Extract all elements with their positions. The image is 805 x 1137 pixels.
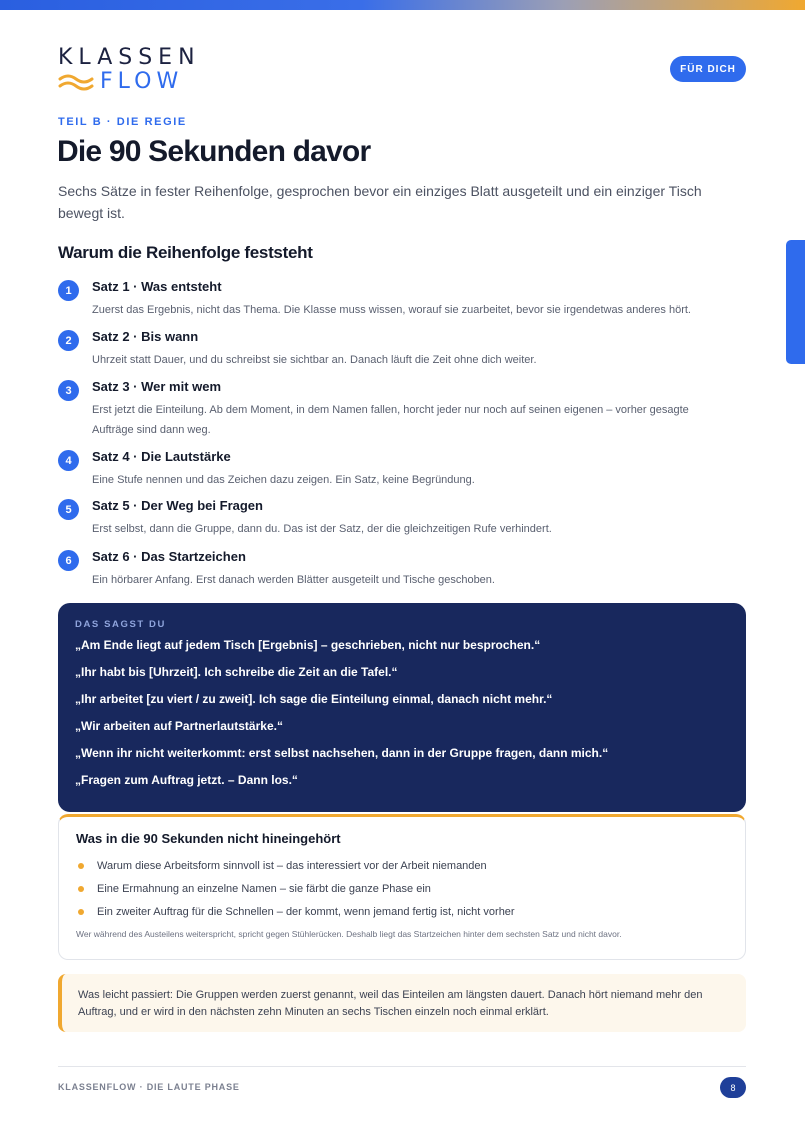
step-title: Satz 6 · Das Startzeichen xyxy=(92,549,246,564)
page-subtitle: Sechs Sätze in fester Reihenfolge, gesprochen bevor ein einziges Blatt ausgeteilt und ein einziger Tisch bewegt ist. xyxy=(58,183,702,221)
step-text: Uhrzeit statt Dauer, und du schreibst sie sichtbar an. Danach läuft die Zeit ohne dich weiter. xyxy=(92,354,537,366)
quote-line: „Fragen zum Auftrag jetzt. – Dann los.“ xyxy=(75,773,298,787)
page-title: Die 90 Sekunden davor xyxy=(57,135,371,168)
audience-badge: FÜR DICH xyxy=(670,56,746,82)
quote-line: „Am Ende liegt auf jedem Tisch [Ergebnis] – geschrieben, nicht nur besprochen.“ xyxy=(75,638,541,652)
step-title: Satz 4 · Die Lautstärke xyxy=(92,449,231,464)
list-item xyxy=(76,854,728,877)
list-item-text: Warum diese Arbeitsform sinnvoll ist – das interessiert vor der Arbeit niemanden xyxy=(97,859,487,872)
logo-bottom-text: FLOW xyxy=(100,69,184,94)
footer-divider xyxy=(58,1066,746,1067)
bullet-dot-icon xyxy=(78,863,84,869)
step-number: 1 xyxy=(58,280,79,301)
not-included-footnote: Wer während des Austeilens weiterspricht, spricht gegen Stühlerücken. Deshalb liegt das Startzeichen hinter dem sechsten Satz und nicht davor. xyxy=(76,929,622,939)
page-number: 8 xyxy=(720,1077,746,1098)
not-included-title: Was in die 90 Sekunden nicht hineingehört xyxy=(76,831,341,846)
step-text: Erst jetzt die Einteilung. Ab dem Moment, in dem Namen fallen, horcht jeder nur noch auf seinen eigenen – vorher gesagte Aufträge sind dann weg. xyxy=(92,404,689,436)
waves-icon xyxy=(58,71,98,93)
footer-label: KLASSENFLOW · DIE LAUTE PHASE xyxy=(58,1082,240,1092)
step-text: Erst selbst, dann die Gruppe, dann du. Das ist der Satz, der die gleichzeitigen Rufe verhindert. xyxy=(92,523,552,535)
step-number: 6 xyxy=(58,550,79,571)
step-text: Ein hörbarer Anfang. Erst danach werden Blätter ausgeteilt und Tische geschoben. xyxy=(92,574,495,586)
not-included-panel xyxy=(58,814,746,960)
side-tab-marker xyxy=(786,240,805,364)
step-number: 5 xyxy=(58,499,79,520)
step-number: 2 xyxy=(58,330,79,351)
quote-line: „Wenn ihr nicht weiterkommt: erst selbst nachsehen, dann in der Gruppe fragen, dann mich.“ xyxy=(75,746,609,760)
bullet-dot-icon xyxy=(78,886,84,892)
logo-top-text: KLASSEN xyxy=(58,45,201,70)
quote-panel xyxy=(58,603,746,812)
step-text: Zuerst das Ergebnis, nicht das Thema. Die Klasse muss wissen, worauf sie zuarbeitet, bevor sie irgendetwas anderes hört. xyxy=(92,304,691,316)
section-eyebrow: TEIL B · DIE REGIE xyxy=(58,116,187,128)
top-accent-bar xyxy=(0,0,805,10)
quote-line: „Ihr habt bis [Uhrzeit]. Ich schreibe die Zeit an die Tafel.“ xyxy=(75,665,398,679)
list-item-text: Ein zweiter Auftrag für die Schnellen – der kommt, wenn jemand fertig ist, nicht vorher xyxy=(97,905,515,918)
step-title: Satz 2 · Bis wann xyxy=(92,329,199,344)
warning-callout: Was leicht passiert: Die Gruppen werden zuerst genannt, weil das Einteilen am längsten dauert. Danach hört niemand mehr den Auftrag, und er wird in den nächsten zehn Minuten an sechs Tischen einzeln noch einmal erklärt. xyxy=(58,974,746,1032)
step-number: 3 xyxy=(58,380,79,401)
list-item xyxy=(76,877,728,900)
step-title: Satz 3 · Wer mit wem xyxy=(92,379,222,394)
quote-panel-label: DAS SAGST DU xyxy=(75,619,166,630)
quote-line: „Ihr arbeitet [zu viert / zu zweit]. Ich sage die Einteilung einmal, danach nicht mehr.“ xyxy=(75,692,553,706)
section-heading: Warum die Reihenfolge feststeht xyxy=(58,243,313,262)
bullet-dot-icon xyxy=(78,909,84,915)
step-text: Eine Stufe nennen und das Zeichen dazu zeigen. Ein Satz, keine Begründung. xyxy=(92,474,475,486)
list-item-text: Eine Ermahnung an einzelne Namen – sie färbt die ganze Phase ein xyxy=(97,882,431,895)
step-title: Satz 1 · Was entsteht xyxy=(92,279,222,294)
step-number: 4 xyxy=(58,450,79,471)
step-title: Satz 5 · Der Weg bei Fragen xyxy=(92,498,263,513)
quote-line: „Wir arbeiten auf Partnerlautstärke.“ xyxy=(75,719,283,733)
list-item xyxy=(76,900,728,923)
logo xyxy=(58,46,201,94)
